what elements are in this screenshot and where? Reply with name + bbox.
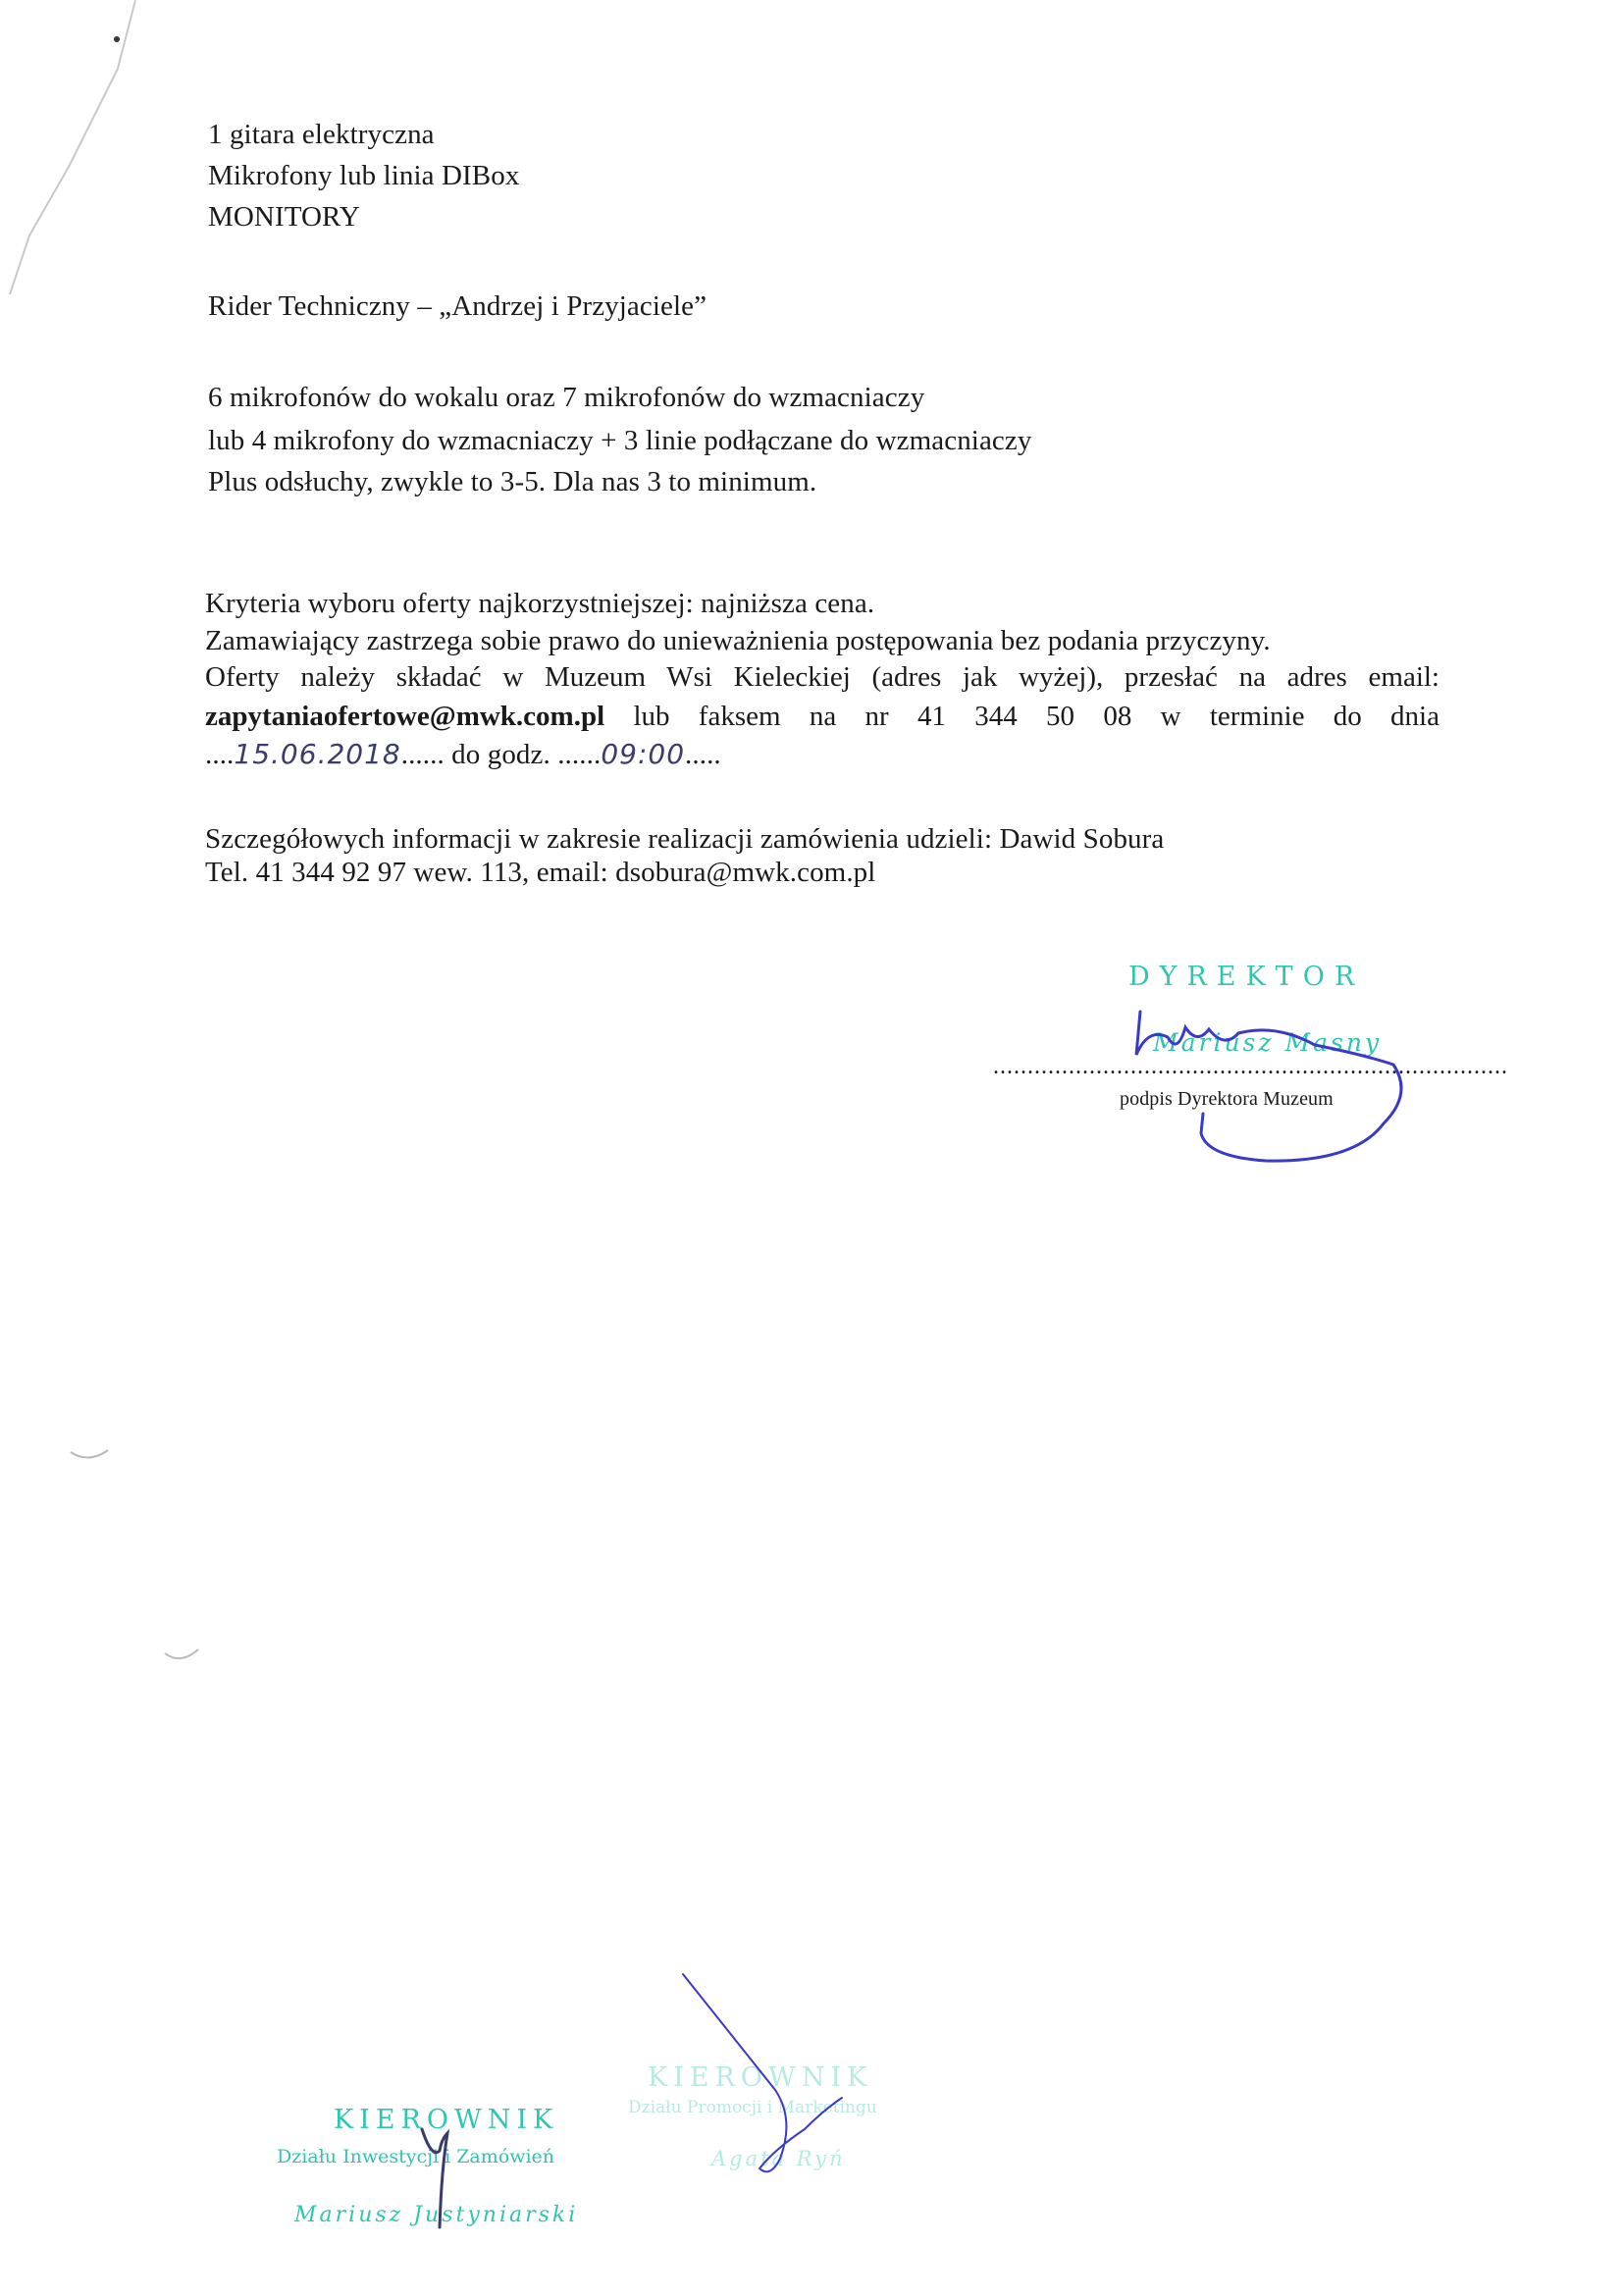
left-stamp-signature xyxy=(412,2119,471,2237)
deadline-dots-a: .... xyxy=(205,739,235,770)
equipment-line-guitar: 1 gitara elektryczna xyxy=(208,119,435,150)
director-dotted-line: ........................................................................... xyxy=(993,1054,1508,1079)
left-stamp-department: Działu Inwestycji i Zamówień xyxy=(277,2146,555,2167)
offer-email: zapytaniaofertowe@mwk.com.pl xyxy=(205,701,605,732)
director-signature-caption: podpis Dyrektora Muzeum xyxy=(1120,1088,1334,1110)
right-stamp-department: Działu Promocji i Marketingu xyxy=(628,2098,877,2117)
contact-line-2: Tel. 41 344 92 97 wew. 113, email: dsobura@mwk.com.pl xyxy=(205,857,876,888)
deadline-dots-c: ..... xyxy=(685,739,721,770)
left-stamp-name: Mariusz Justyniarski xyxy=(294,2203,579,2227)
rider-line-3: Plus odsłuchy, zwykle to 3-5. Dla nas 3 to minimum. xyxy=(208,466,817,497)
right-stamp-name: Agata Ryń xyxy=(711,2147,846,2170)
rider-line-1: 6 mikrofonów do wokalu oraz 7 mikrofonów do wzmacniaczy xyxy=(208,382,925,413)
criteria-line-4 xyxy=(205,700,1440,733)
rider-line-2: lub 4 mikrofony do wzmacniaczy + 3 linie podłączane do wzmacniaczy xyxy=(208,425,1032,456)
equipment-line-microphones: Mikrofony lub linia DIBox xyxy=(208,160,520,191)
criteria-line-4-rest: lub faksem na nr 41 344 50 08 w terminie do dnia xyxy=(633,701,1440,732)
right-stamp-signature xyxy=(677,1972,873,2208)
equipment-line-monitors: MONITORY xyxy=(208,201,360,233)
hole-punch-mark-top xyxy=(79,819,137,849)
deadline-time: 09:00 xyxy=(601,738,686,770)
rider-title: Rider Techniczny – „Andrzej i Przyjaciele” xyxy=(208,290,707,322)
criteria-line-2: Zamawiający zastrzega sobie prawo do unieważnienia postępowania bez podania przyczyny. xyxy=(205,625,1271,656)
deadline-date: 15.06.2018 xyxy=(234,738,401,770)
deadline-dots-b: ...... do godz. ...... xyxy=(400,739,602,770)
deadline-line xyxy=(205,738,721,771)
left-stamp-title: KIEROWNIK xyxy=(334,2105,559,2135)
criteria-line-3: Oferty należy składać w Muzeum Wsi Kieleckiej (adres jak wyżej), przesłać na adres email: xyxy=(205,661,1440,693)
hole-punch-mark-bottom xyxy=(69,1442,128,1472)
right-stamp-title: KIEROWNIK xyxy=(648,2062,873,2093)
director-stamp-title: DYREKTOR xyxy=(1128,962,1365,992)
criteria-line-1: Kryteria wyboru oferty najkorzystniejszej: najniższa cena. xyxy=(205,588,875,619)
contact-line-1: Szczegółowych informacji w zakresie realizacji zamówienia udzieli: Dawid Sobura xyxy=(205,823,1165,855)
scan-edge-mark xyxy=(0,0,157,314)
director-stamp-name: Mariusz Masny xyxy=(1153,1028,1383,1057)
director-signature xyxy=(1119,1006,1413,1173)
